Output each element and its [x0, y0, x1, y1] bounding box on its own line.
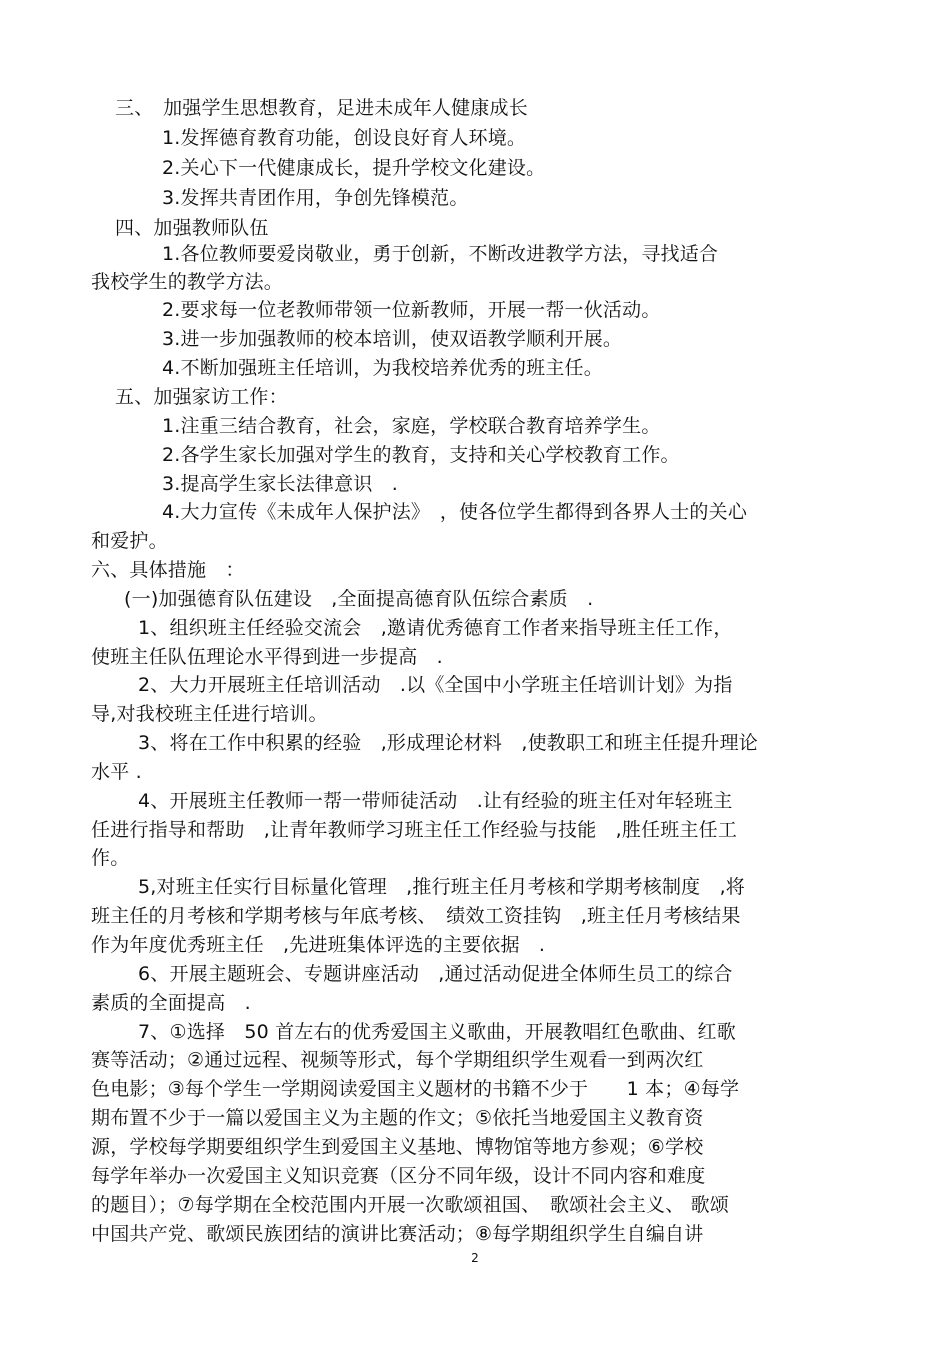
measure-2: 2、大力开展班主任培训活动 .以《全国中小学班主任培训计划》为指: [138, 674, 733, 696]
measure-5: 5,对班主任实行目标量化管理 ,推行班主任月考核和学期考核制度 ,将: [138, 876, 746, 898]
section-5-item-4: 4.大力宣传《未成年人保护法》 ，使各位学生都得到各界人士的关心: [162, 501, 748, 523]
measure-7-cont-2: 色电影；③每个学生一学期阅读爱国主义题材的书籍不少于 1 本；④每学: [91, 1078, 740, 1100]
section-3-item-3: 3.发挥共青团作用，争创先锋模范。: [162, 187, 469, 209]
measure-7-cont-1: 赛等活动；②通过远程、视频等形式，每个学期组织学生观看一到两次红: [91, 1049, 704, 1071]
measure-3-cont: 水平 .: [91, 761, 142, 783]
measure-1-cont: 使班主任队伍理论水平得到进一步提高 .: [91, 646, 443, 668]
measure-4: 4、开展班主任教师一帮一带师徒活动 .让有经验的班主任对年轻班主: [138, 790, 733, 812]
section-4-item-1: 1.各位教师要爱岗敬业，勇于创新，不断改进教学方法，寻找适合: [162, 243, 719, 265]
section-5-heading: 五、加强家访工作：: [115, 386, 288, 408]
measure-4-cont-2: 作。: [91, 847, 130, 869]
section-6-heading: 六、具体措施 ：: [91, 559, 245, 581]
section-5-item-3: 3.提高学生家长法律意识 .: [162, 473, 398, 495]
section-4-heading: 四、加强教师队伍: [115, 217, 269, 239]
section-4-item-4: 4.不断加强班主任培训，为我校培养优秀的班主任。: [162, 357, 603, 379]
section-5-item-1: 1.注重三结合教育，社会，家庭，学校联合教育培养学生。: [162, 415, 661, 437]
measure-1: 1、组织班主任经验交流会 ,邀请优秀德育工作者来指导班主任工作，: [138, 617, 733, 639]
section-3-heading: 三、 加强学生思想教育，足进未成年人健康成长: [115, 97, 528, 119]
measure-6: 6、开展主题班会、专题讲座活动 ,通过活动促进全体师生员工的综合: [138, 963, 733, 985]
measure-4-cont-1: 任进行指导和帮助 ,让青年教师学习班主任工作经验与技能 ,胜任班主任工: [91, 819, 738, 841]
section-5-item-4-cont: 和爱护。: [91, 530, 168, 552]
section-5-item-2: 2.各学生家长加强对学生的教育，支持和关心学校教育工作。: [162, 444, 680, 466]
measure-7-cont-7: 中国共产党、歌颂民族团结的演讲比赛活动；⑧每学期组织学生自编自讲: [91, 1223, 704, 1245]
section-3-item-1: 1.发挥德育教育功能，创设良好育人环境。: [162, 127, 527, 149]
section-4-item-3: 3.进一步加强教师的校本培训，使双语教学顺利开展。: [162, 328, 623, 350]
measure-2-cont: 导,对我校班主任进行培训。: [91, 703, 328, 725]
measure-3: 3、将在工作中积累的经验 ,形成理论材料 ,使教职工和班主任提升理论: [138, 732, 758, 754]
measure-7: 7、①选择 50 首左右的优秀爱国主义歌曲，开展教唱红色歌曲、红歌: [138, 1021, 736, 1043]
subsection-1-heading: (一)加强德育队伍建设 ,全面提高德育队伍综合素质 .: [124, 588, 594, 610]
measure-7-cont-3: 期布置不少于一篇以爱国主义为主题的作文；⑤依托当地爱国主义教育资: [91, 1107, 704, 1129]
section-4-item-2: 2.要求每一位老教师带领一位新教师，开展一帮一伙活动。: [162, 299, 661, 321]
measure-6-cont: 素质的全面提高 .: [91, 992, 251, 1014]
page-number: 2: [471, 1251, 479, 1265]
measure-5-cont-2: 作为年度优秀班主任 ,先进班集体评选的主要依据 .: [91, 934, 546, 956]
measure-7-cont-4: 源，学校每学期要组织学生到爱国主义基地、博物馆等地方参观；⑥学校: [91, 1136, 704, 1158]
measure-7-cont-5: 每学年举办一次爱国主义知识竞赛（区分不同年级，设计不同内容和难度: [91, 1165, 706, 1187]
section-4-item-1-cont: 我校学生的教学方法。: [91, 271, 284, 293]
section-3-item-2: 2.关心下一代健康成长，提升学校文化建设。: [162, 157, 546, 179]
measure-5-cont-1: 班主任的月考核和学期考核与年底考核、 绩效工资挂钩 ,班主任月考核结果: [91, 905, 741, 927]
measure-7-cont-6: 的题目）；⑦每学期在全校范围内开展一次歌颂祖国、 歌颂社会主义、 歌颂: [91, 1194, 730, 1216]
